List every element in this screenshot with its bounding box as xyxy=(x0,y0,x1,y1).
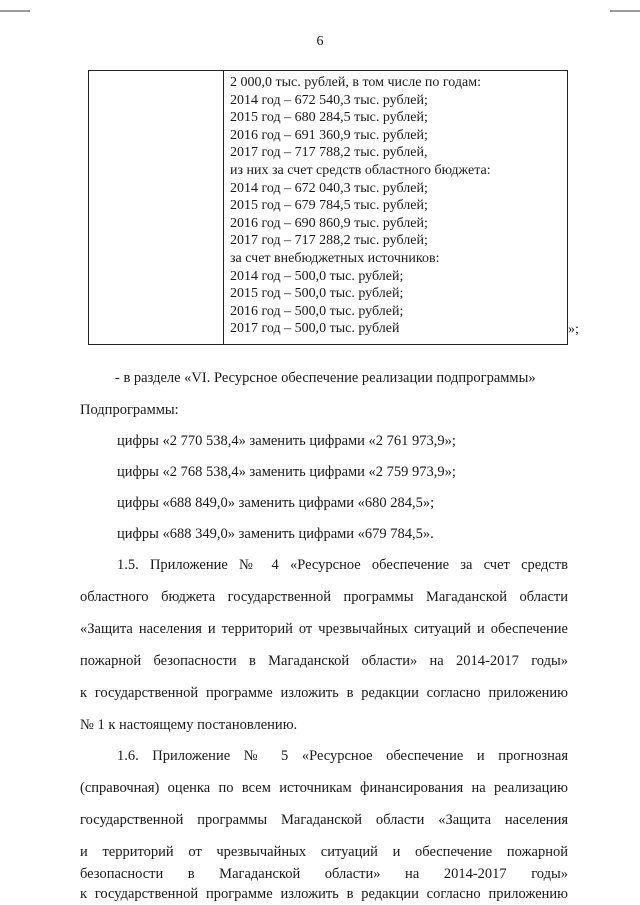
table-line: 2016 год – 691 360,9 тыс. рублей; xyxy=(230,127,428,143)
table-column-divider xyxy=(223,71,224,344)
replacement-line: цифры «2 768 538,4» заменить цифрами «2 759 973,9»; xyxy=(117,464,456,480)
page-number: 6 xyxy=(316,34,324,49)
table-line: из них за счет средств областного бюджета: xyxy=(230,162,491,178)
table-line: 2014 год – 500,0 тыс. рублей; xyxy=(230,268,404,284)
replacement-line: цифры «688 849,0» заменить цифрами «680 284,5»; xyxy=(117,495,435,511)
table-line: 2016 год – 690 860,9 тыс. рублей; xyxy=(230,215,428,231)
paragraph-1-5-line: областного бюджета государственной программы Магаданской области xyxy=(80,589,568,605)
scan-mark-right xyxy=(610,10,640,12)
table-line: 2017 год – 717 788,2 тыс. рублей, xyxy=(230,145,428,161)
table-line: 2015 год – 500,0 тыс. рублей; xyxy=(230,286,404,302)
table-line: 2014 год – 672 540,3 тыс. рублей; xyxy=(230,92,428,108)
table-line: 2016 год – 500,0 тыс. рублей; xyxy=(230,303,404,319)
paragraph-1-6-line: 1.6. Приложение № 5 «Ресурсное обеспечение и прогнозная xyxy=(117,748,568,764)
replacement-line: цифры «688 349,0» заменить цифрами «679 784,5». xyxy=(117,526,434,542)
table-line: 2015 год – 680 284,5 тыс. рублей; xyxy=(230,110,428,126)
section-vi-heading: - в разделе «VI. Ресурсное обеспечение реализации подпрограммы» xyxy=(115,370,536,386)
paragraph-1-5-line: 1.5. Приложение № 4 «Ресурсное обеспечение за счет средств xyxy=(117,557,568,573)
table-line: 2017 год – 717 288,2 тыс. рублей; xyxy=(230,233,428,249)
scan-mark-left xyxy=(0,10,30,12)
table-line: 2 000,0 тыс. рублей, в том числе по годам: xyxy=(230,75,481,90)
paragraph-1-5-line: № 1 к настоящему постановлению. xyxy=(80,717,298,733)
section-vi-subprogram: Подпрограммы: xyxy=(80,402,179,418)
budget-table xyxy=(88,70,568,345)
paragraph-1-6-line: и территорий от чрезвычайных ситуаций и обеспечение пожарной xyxy=(80,844,568,860)
paragraph-1-5-line: к государственной программе изложить в редакции согласно приложению xyxy=(80,685,568,701)
paragraph-1-5-line: «Защита населения и территорий от чрезвычайных ситуаций и обеспечение xyxy=(80,621,568,637)
table-line: 2015 год – 679 784,5 тыс. рублей; xyxy=(230,198,428,214)
table-line: 2014 год – 672 040,3 тыс. рублей; xyxy=(230,180,428,196)
table-line: 2017 год – 500,0 тыс. рублей xyxy=(230,321,400,337)
paragraph-1-6-line: государственной программы Магаданской области «Защита населения xyxy=(80,812,568,828)
paragraph-1-6-line: безопасности в Магаданской области» на 2014-2017 годы» xyxy=(80,866,568,882)
paragraph-1-6-line: к государственной программе изложить в редакции согласно приложению xyxy=(80,886,568,902)
table-line: за счет внебюджетных источников: xyxy=(230,250,440,266)
paragraph-1-6-line: (справочная) оценка по всем источникам финансирования на реализацию xyxy=(80,780,568,796)
table-closing-quote: »; xyxy=(568,322,579,337)
replacement-line: цифры «2 770 538,4» заменить цифрами «2 761 973,9»; xyxy=(117,433,456,449)
paragraph-1-5-line: пожарной безопасности в Магаданской области» на 2014-2017 годы» xyxy=(80,653,568,669)
table-funding-cell xyxy=(230,74,560,338)
